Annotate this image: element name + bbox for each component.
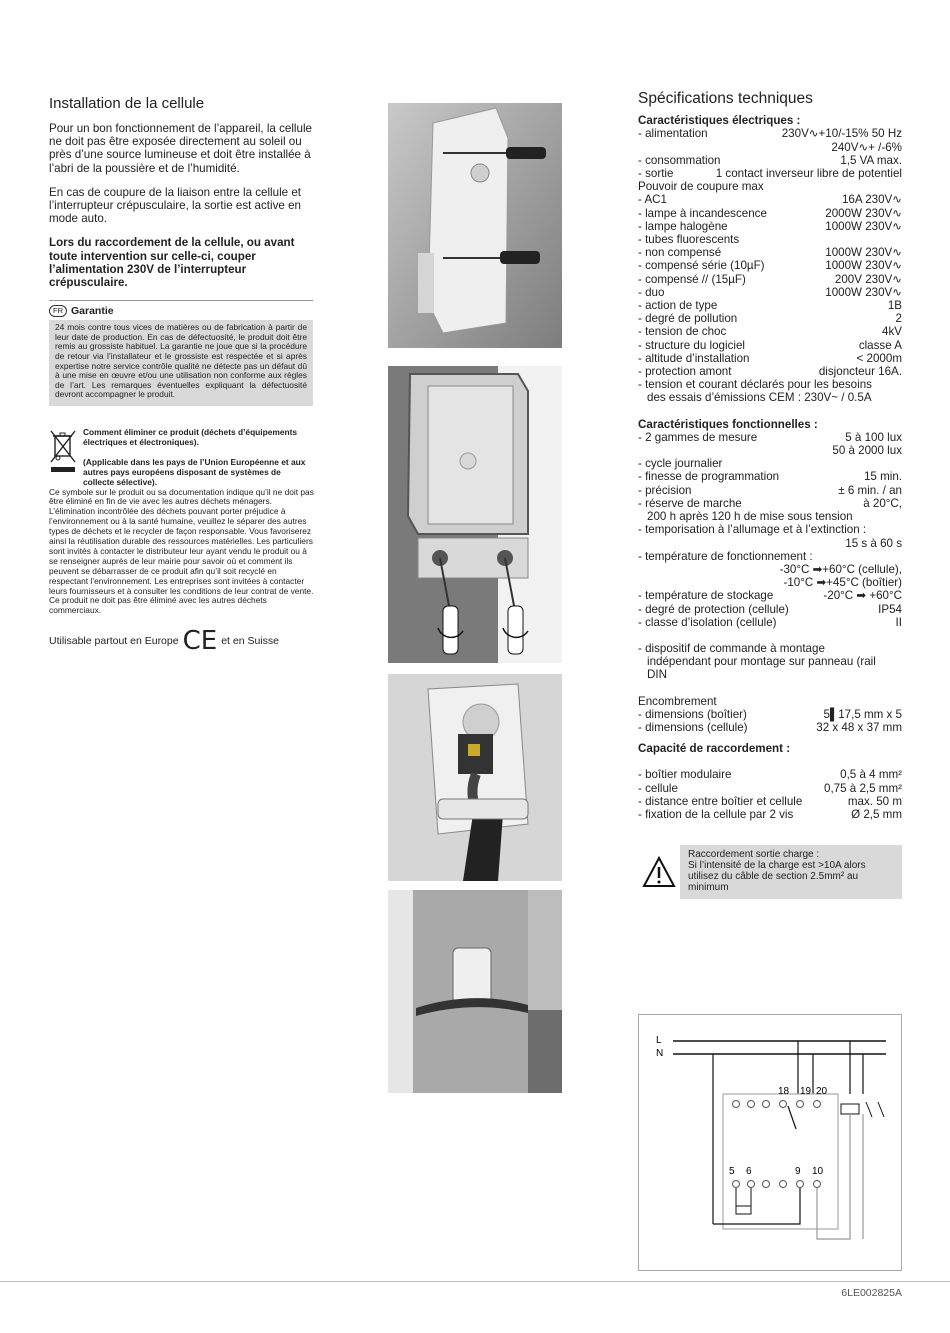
spec-label: - tension de choc	[638, 325, 727, 339]
document-reference: 6LE002825A	[841, 1287, 902, 1299]
encombrement-title: Encombrement	[638, 694, 717, 708]
label-l: L	[656, 1035, 662, 1046]
spec-value: 0,5 à 4 mm²	[840, 768, 902, 782]
spec-label: - consommation	[638, 153, 721, 167]
photo-pole-mounting	[388, 890, 562, 1093]
spec-line: - dispositif de commande à montage	[638, 641, 825, 655]
spec-value: 1000W 230V∿	[825, 219, 902, 233]
weee-applicable: (Applicable dans les pays de l’Union Européenne et aux autres pays européens disposant de systèmes de collecte sélective).	[83, 456, 306, 487]
spec-label: - distance entre boîtier et cellule	[638, 794, 803, 808]
spec-label: - structure du logiciel	[638, 338, 745, 352]
terminal-6: 6	[746, 1166, 752, 1177]
fr-badge: FR	[49, 305, 67, 317]
spec-label: - 2 gammes de mesure	[638, 430, 758, 444]
europe-text: Utilisable partout en Europe	[49, 635, 179, 648]
spec-label: - finesse de programmation	[638, 470, 780, 484]
spec-label: - dimensions (boîtier)	[638, 707, 747, 721]
spec-label: - réserve de marche	[638, 496, 742, 510]
spec-value: 50 à 2000 lux	[832, 444, 902, 458]
ce-mark-icon: CE	[182, 626, 218, 657]
terminal-5: 5	[729, 1166, 735, 1177]
terminal-9: 9	[795, 1166, 801, 1177]
spec-value: 5 à 100 lux	[845, 430, 902, 444]
spec-label: - AC1	[638, 193, 667, 207]
spec-label: - action de type	[638, 299, 718, 313]
spec-value: 2	[895, 312, 902, 326]
spec-line: indépendant pour montage sur panneau (rail	[647, 655, 876, 669]
wiring-diagram	[638, 1014, 902, 1271]
photo-base-screws	[388, 366, 562, 663]
suisse-text: et en Suisse	[221, 635, 279, 648]
label-n: N	[656, 1048, 664, 1059]
terminal-18: 18	[778, 1086, 790, 1097]
spec-line: DIN	[647, 668, 667, 682]
warning-text: Si l’intensité de la charge est >10A alors utilisez du câble de section 2.5mm² au minimum	[688, 860, 866, 893]
terminal-19: 19	[800, 1086, 812, 1097]
spec-label: - non compensé	[638, 246, 722, 260]
spec-value: 0,75 à 2,5 mm²	[824, 781, 902, 795]
weee-section	[49, 428, 314, 616]
weee-text: Ce symbole sur le produit ou sa documentation indique qu’il ne doit pas être éliminé en fin de vie avec les autres déchets ménagers. L’élimination incontrôlée des déchets pouvant porter préjudice à l’environnement ou à la santé humaine, veuillez le séparer des autres types de déchets et le recycler de façon responsable. Vous favoriserez ainsi la réutilisation durable des ressources matérielles. Les particuliers sont invités à contacter le distributeur leur ayant vendu le produit ou à se renseigner auprès de leur mairie pour savoir où et comment ils peuvent se débarrasser de ce produit afin qu’il soit recyclé en respectant l’environnement. Les entreprises sont invitées à contacter leurs fournisseurs et à consulter les conditions de leur contrat de vente. Ce produit ne doit pas être éliminé avec les autres déchets commerciaux.	[49, 486, 314, 616]
spec-value: 15 min.	[863, 470, 902, 484]
spec-label: - duo	[638, 285, 665, 299]
spec-value: 200V 230V∿	[834, 272, 902, 286]
garantie-header	[49, 300, 313, 320]
spec-label: - compensé // (15µF)	[638, 272, 746, 286]
installation-heading: Installation de la cellule	[49, 95, 205, 112]
spec-label: - boîtier modulaire	[638, 768, 732, 782]
spec-value: 1000W 230V∿	[825, 259, 902, 273]
spec-value: 2000W 230V∿	[825, 206, 902, 220]
garantie-text: 24 mois contre tous vices de matières ou de fabrication à partir de leur date de production. En cas de défectuosité, le produit doit être remis au grossiste habituel. La garantie ne joue que si la procédure de retour via l’installateur et le grossiste est respectée et si après expertise notre service contrôle qualité ne détecte pas un défaut dû à une mise en œuvre et/ou une utilisation non conforme aux règles de l’art. Les remarques éventuelles expliquant la défectuosité devront accompagner le produit.	[49, 320, 313, 406]
spec-label: - cellule	[638, 781, 678, 795]
spec-label: - temporisation à l’allumage et à l’extinction :	[638, 523, 867, 537]
spec-value: max. 50 m	[847, 794, 902, 808]
spec-label: - alimentation	[638, 127, 708, 141]
spec-line: 200 h après 120 h de mise sous tension	[647, 510, 853, 524]
installation-section	[49, 95, 314, 656]
spec-label: - classe d’isolation (cellule)	[638, 615, 777, 629]
spec-value: à 20°C,	[863, 496, 902, 510]
spec-value: -30°C ➡+60°C (cellule),	[779, 562, 902, 576]
garantie-title: Garantie	[71, 305, 114, 318]
installation-paragraph-2: En cas de coupure de la liaison entre la cellule et l’interrupteur crépusculaire, la sortie est active en mode auto.	[49, 185, 301, 226]
spec-value: IP54	[878, 602, 902, 616]
specifications-section	[638, 92, 902, 821]
spec-value: 1000W 230V∿	[825, 246, 902, 260]
garantie-box	[49, 300, 313, 406]
spec-value: disjoncteur 16A.	[818, 365, 902, 379]
spec-value: -20°C ➡ +60°C	[823, 589, 902, 603]
spec-label: - fixation de la cellule par 2 vis	[638, 807, 794, 821]
spec-value: 240V∿+ /-6%	[831, 140, 902, 154]
spec-value: 4kV	[882, 325, 902, 339]
terminal-10: 10	[812, 1166, 824, 1177]
terminal-20: 20	[816, 1086, 828, 1097]
spec-label: - température de fonctionnement :	[638, 549, 813, 563]
warning-box	[638, 845, 902, 899]
spec-label: - degré de pollution	[638, 312, 738, 326]
spec-value: 1B	[887, 299, 902, 313]
installation-paragraph-1: Pour un bon fonctionnement de l’appareil, la cellule ne doit pas être exposée directement au soleil ou près d’une source lumineuse et doit être installée à l’abri de la poussière et de l’humidité.	[49, 122, 312, 175]
spec-value: 15 s à 60 s	[845, 536, 902, 550]
spec-value: 1 contact inverseur libre de potentiel	[715, 167, 902, 181]
spec-value: classe A	[858, 338, 902, 352]
specifications-heading: Spécifications techniques	[638, 90, 813, 107]
spec-label: - lampe à incandescence	[638, 206, 767, 220]
warning-triangle-icon	[638, 845, 680, 899]
spec-value: Ø 2,5 mm	[851, 807, 902, 821]
spec-value: 1,5 VA max.	[840, 153, 902, 167]
spec-value: -10°C ➡+45°C (boîtier)	[783, 576, 902, 590]
photo-cell-wiring	[388, 674, 562, 881]
spec-line: - cycle journalier	[638, 457, 723, 471]
spec-value: 1000W 230V∿	[825, 285, 902, 299]
spec-label: - température de stockage	[638, 589, 774, 603]
spec-label: - altitude d’installation	[638, 351, 750, 365]
spec-value: 32 x 48 x 37 mm	[816, 720, 902, 734]
electrical-title: Caractéristiques électriques :	[638, 114, 801, 128]
spec-line: - tension et courant déclarés pour les besoins	[638, 378, 872, 392]
spec-line: des essais d’émissions CEM : 230V~ / 0.5A	[647, 391, 872, 405]
functional-title: Caractéristiques fonctionnelles :	[638, 417, 818, 431]
spec-value: 5▌17,5 mm x 5	[823, 707, 902, 721]
spec-value: < 2000m	[856, 351, 902, 365]
spec-label: - compensé série (10µF)	[638, 259, 765, 273]
crossed-bin-icon	[49, 428, 77, 488]
capacite-title: Capacité de raccordement :	[638, 742, 791, 756]
spec-label: - protection amont	[638, 365, 732, 379]
spec-label: - lampe halogène	[638, 219, 728, 233]
spec-label: - sortie	[638, 167, 674, 181]
installation-warning-paragraph: Lors du raccordement de la cellule, ou avant toute intervention sur celle-ci, couper l’alimentation 230V de l’interrupteur crépusculaire.	[49, 236, 295, 290]
photo-cell-opening	[388, 103, 562, 348]
spec-value: ± 6 min. / an	[838, 483, 902, 497]
spec-value: II	[895, 615, 902, 629]
spec-line: - tubes fluorescents	[638, 233, 740, 247]
spec-line: Pouvoir de coupure max	[638, 180, 764, 194]
europe-usage	[49, 626, 314, 656]
spec-label: - degré de protection (cellule)	[638, 602, 789, 616]
spec-value: 16A 230V∿	[841, 193, 902, 207]
spec-label: - précision	[638, 483, 692, 497]
spec-value: 230V∿+10/-15% 50 Hz	[781, 127, 902, 141]
footer-divider	[0, 1281, 950, 1282]
warning-title: Raccordement sortie charge :	[688, 849, 820, 860]
spec-label: - dimensions (cellule)	[638, 720, 748, 734]
weee-title: Comment éliminer ce produit (déchets d’équipements électriques et électroniques).	[83, 426, 298, 447]
